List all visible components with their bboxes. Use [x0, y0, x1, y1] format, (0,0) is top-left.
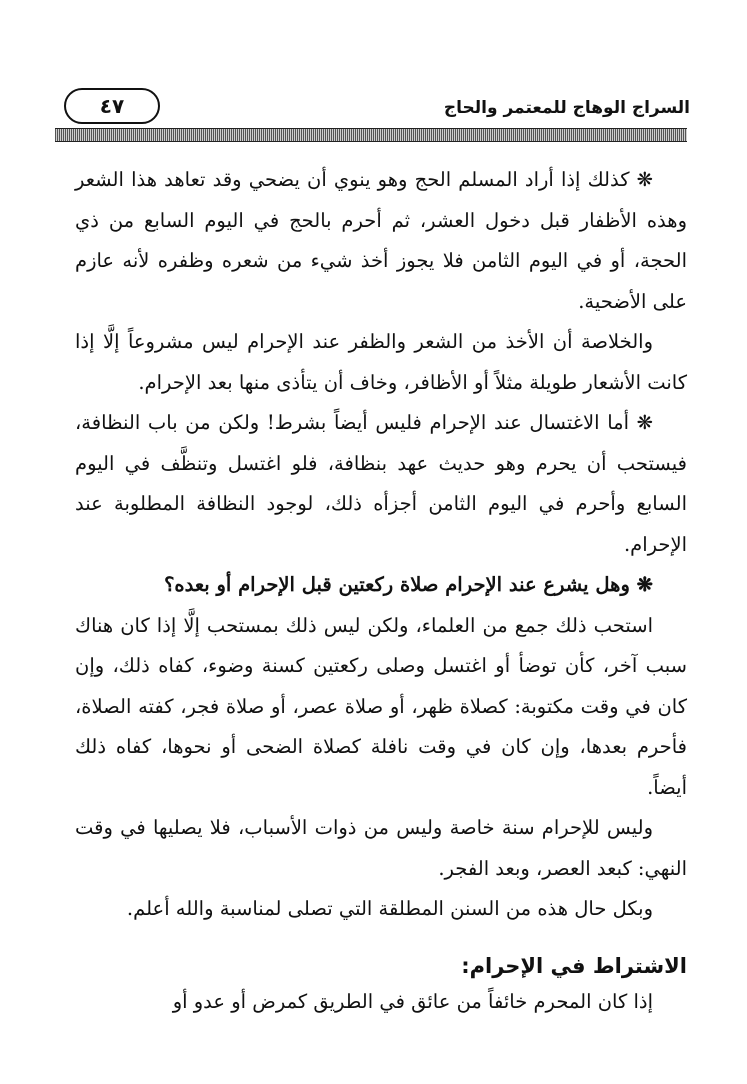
page-number: ٤٧	[64, 88, 160, 124]
paragraph: وليس للإحرام سنة خاصة وليس من ذوات الأسباب، فلا يصليها في وقت النهي: كبعد العصر، وبعد الفجر.	[75, 816, 687, 880]
paragraph: إذا كان المحرم خائفاً من عائق في الطريق كمرض أو عدو أو	[172, 990, 653, 1013]
paragraph: استحب ذلك جمع من العلماء، ولكن ليس ذلك بمستحب إلَّا إذا كان هناك سبب آخر، كأن توضأ أو اغتسل وصلى ركعتين كسنة وضوء، كفاه ذلك، وإن كان في وقت مكتوبة: كصلاة ظهر، أو صلاة عصر، أو صلاة فجر، كفته الصلاة، فأحرم بعدها، وإن كان في وقت نافلة كصلاة الضحى أو نحوها، كفاه ذلك أيضاً.	[75, 613, 687, 799]
paragraph: ❋ أما الاغتسال عند الإحرام فليس أيضاً بشرط! ولكن من باب النظافة، فيستحب أن يحرم وهو حديث عهد بنظافة، فلو اغتسل وتنظَّف في اليوم السابع وأحرم في اليوم الثامن أجزأه ذلك، لوجود النظافة المطلوبة عند الإحرام.	[75, 411, 687, 556]
paragraph: ❋ كذلك إذا أراد المسلم الحج وهو ينوي أن يضحي وقد تعاهد هذا الشعر وهذه الأظفار قبل دخول العشر، ثم أحرم بالحج في اليوم السابع من ذي الحجة، أو في اليوم الثامن فلا يجوز أخذ شيء من شعره وظفره لأنه عازم على الأضحية.	[75, 168, 687, 313]
paragraph: والخلاصة أن الأخذ من الشعر والظفر عند الإحرام ليس مشروعاً إلَّا إذا كانت الأشعار طويلة مثلاً أو الأظافر، وخاف أن يتأذى منها بعد الإحرام.	[75, 330, 687, 394]
body-text	[75, 160, 687, 930]
page-header	[50, 88, 690, 128]
header-rule	[55, 128, 687, 142]
running-title: السراج الوهاج للمعتمر والحاج	[443, 98, 690, 118]
section-heading: الاشتراط في الإحرام:	[461, 954, 687, 978]
paragraph: وبكل حال هذه من السنن المطلقة التي تصلى لمناسبة والله أعلم.	[126, 897, 653, 920]
question-heading: ❋ وهل يشرع عند الإحرام صلاة ركعتين قبل الإحرام أو بعده؟	[164, 573, 653, 596]
